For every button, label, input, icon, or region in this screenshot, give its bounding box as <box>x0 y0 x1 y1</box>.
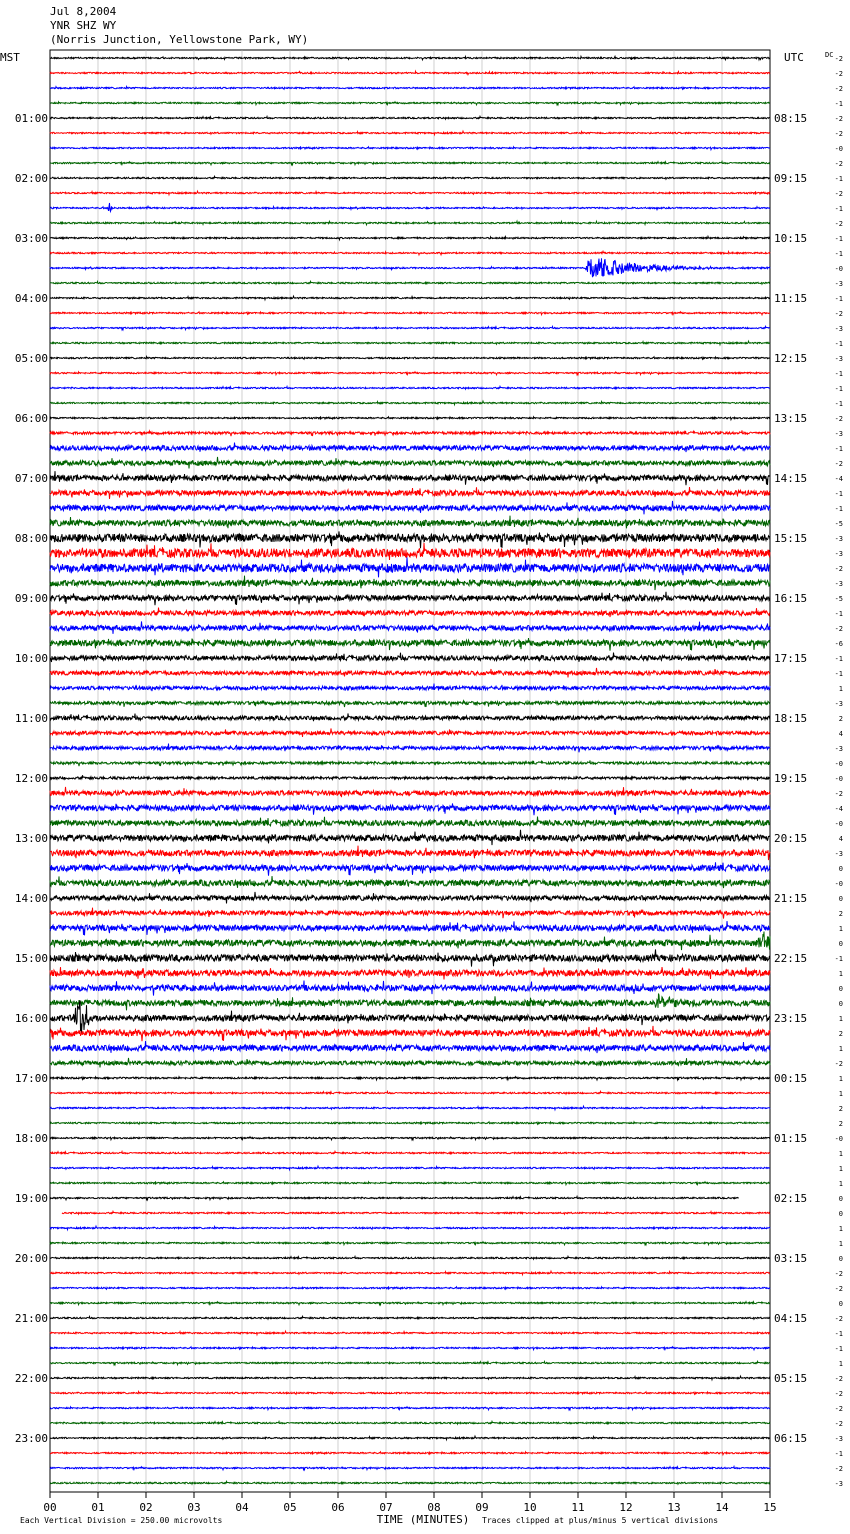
dc-offset-label: -2 <box>834 460 843 468</box>
dc-offset-label: -1 <box>834 610 843 618</box>
trace-line <box>50 1376 770 1379</box>
dc-offset-label: -2 <box>834 70 843 78</box>
dc-offset-label: -1 <box>834 1330 843 1338</box>
dc-offset-label: 1 <box>838 1150 843 1158</box>
dc-offset-label: -2 <box>834 1390 843 1398</box>
x-tick-label: 04 <box>235 1501 249 1514</box>
dc-offset-label: -4 <box>834 475 843 483</box>
dc-offset-label: 2 <box>838 1105 843 1113</box>
dc-offset-label: -3 <box>834 355 843 363</box>
dc-offset-label: 0 <box>838 940 843 948</box>
right-hour-label: 05:15 <box>774 1372 808 1385</box>
dc-offset-label: 0 <box>838 895 843 903</box>
dc-offset-label: 0 <box>838 1300 843 1308</box>
trace-line <box>50 1407 770 1410</box>
footer-clip-note: Traces clipped at plus/minus 5 vertical divisions <box>482 1516 719 1525</box>
trace-line <box>50 1106 770 1109</box>
dc-offset-label: 1 <box>838 970 843 978</box>
x-tick-label: 14 <box>715 1501 729 1514</box>
dc-offset-label: 0 <box>838 1255 843 1263</box>
dc-offset-label: -1 <box>834 655 843 663</box>
trace-line <box>50 457 770 469</box>
dc-offset-label: 1 <box>838 1225 843 1233</box>
dc-offset-label: -2 <box>834 55 843 63</box>
dc-offset-label: -2 <box>834 1270 843 1278</box>
dc-offset-label: -1 <box>834 250 843 258</box>
x-tick-label: 00 <box>43 1501 57 1514</box>
dc-label: DC <box>825 51 834 59</box>
trace-line <box>50 443 770 453</box>
trace-line <box>50 949 770 966</box>
footer-scale-note: Each Vertical Division = 250.00 microvolts <box>20 1516 223 1525</box>
trace-line <box>50 430 770 436</box>
trace-line <box>50 921 770 935</box>
left-hour-label: 07:00 <box>14 472 48 485</box>
dc-offset-label: 1 <box>838 1045 843 1053</box>
dc-offset-label: -2 <box>834 1060 843 1068</box>
trace-line <box>50 744 770 753</box>
trace-line <box>50 876 770 888</box>
trace-line <box>50 803 770 815</box>
dc-offset-label: -1 <box>834 385 843 393</box>
dc-offset-label: -2 <box>834 160 843 168</box>
trace-line <box>50 501 770 514</box>
dc-offset-label: 0 <box>838 1195 843 1203</box>
right-hour-label: 18:15 <box>774 712 808 725</box>
trace-line <box>50 760 770 766</box>
trace-line <box>50 1481 770 1484</box>
trace-line <box>50 1391 770 1394</box>
trace-line <box>50 1361 770 1364</box>
trace-line <box>50 372 770 375</box>
trace-line <box>50 592 770 605</box>
trace-line <box>50 1121 770 1124</box>
trace-line <box>50 994 770 1011</box>
right-hour-label: 19:15 <box>774 772 808 785</box>
right-hour-label: 16:15 <box>774 592 808 605</box>
right-hour-label: 13:15 <box>774 412 808 425</box>
dc-offset-label: -1 <box>834 370 843 378</box>
dc-offset-label: -0 <box>834 820 843 828</box>
trace-line <box>50 1000 770 1033</box>
dc-offset-label: 0 <box>838 1000 843 1008</box>
trace-line <box>50 608 770 618</box>
trace-line <box>50 1197 739 1200</box>
left-hour-label: 12:00 <box>14 772 48 785</box>
dc-offset-label: -3 <box>834 580 843 588</box>
left-hour-label: 21:00 <box>14 1312 48 1325</box>
trace-line <box>50 1041 770 1053</box>
trace-line <box>50 817 770 828</box>
trace-line <box>50 203 770 211</box>
left-hour-label: 09:00 <box>14 592 48 605</box>
dc-offset-label: 1 <box>838 1165 843 1173</box>
trace-line <box>50 1271 770 1274</box>
trace-line <box>50 176 770 179</box>
dc-offset-label: -3 <box>834 535 843 543</box>
dc-offset-label: -2 <box>834 790 843 798</box>
trace-line <box>50 932 770 951</box>
trace-line <box>50 236 770 239</box>
dc-offset-label: -3 <box>834 1480 843 1488</box>
dc-offset-label: -1 <box>834 1345 843 1353</box>
left-hour-label: 22:00 <box>14 1372 48 1385</box>
dc-offset-label: 1 <box>838 1360 843 1368</box>
dc-offset-label: 1 <box>838 1180 843 1188</box>
dc-offset-label: -0 <box>834 760 843 768</box>
right-hour-label: 03:15 <box>774 1252 808 1265</box>
dc-offset-label: 1 <box>838 1075 843 1083</box>
right-hour-label: 15:15 <box>774 532 808 545</box>
trace-line <box>62 1211 770 1214</box>
trace-line <box>50 251 770 255</box>
trace-line <box>50 221 770 225</box>
trace-line <box>50 162 770 165</box>
left-hour-label: 10:00 <box>14 652 48 665</box>
dc-offset-label: -1 <box>834 490 843 498</box>
dc-offset-label: 4 <box>838 835 843 843</box>
left-hour-label: 20:00 <box>14 1252 48 1265</box>
trace-line <box>50 311 770 315</box>
trace-line <box>50 1181 770 1184</box>
dc-offset-label: -2 <box>834 625 843 633</box>
dc-offset-label: 4 <box>838 730 843 738</box>
dc-offset-label: -0 <box>834 145 843 153</box>
trace-line <box>50 326 770 329</box>
x-tick-label: 07 <box>379 1501 393 1514</box>
x-tick-label: 02 <box>139 1501 153 1514</box>
x-axis-label: TIME (MINUTES) <box>376 1513 470 1526</box>
left-hour-label: 08:00 <box>14 532 48 545</box>
right-hour-label: 02:15 <box>774 1192 808 1205</box>
right-hour-label: 00:15 <box>774 1072 808 1085</box>
right-hour-label: 11:15 <box>774 292 808 305</box>
dc-offset-label: -3 <box>834 1435 843 1443</box>
trace-line <box>50 1026 770 1041</box>
trace-line <box>50 1286 770 1289</box>
left-axis-label: MST <box>0 51 20 64</box>
dc-offset-label: -1 <box>834 505 843 513</box>
trace-line <box>50 1137 770 1140</box>
left-hour-label: 15:00 <box>14 952 48 965</box>
dc-offset-label: -2 <box>834 1375 843 1383</box>
left-hour-label: 23:00 <box>14 1432 48 1445</box>
x-tick-label: 12 <box>619 1501 633 1514</box>
left-hour-label: 19:00 <box>14 1192 48 1205</box>
right-hour-label: 08:15 <box>774 112 808 125</box>
dc-offset-label: -1 <box>834 445 843 453</box>
left-hour-label: 14:00 <box>14 892 48 905</box>
left-hour-label: 03:00 <box>14 232 48 245</box>
trace-line <box>50 1058 770 1068</box>
dc-offset-label: -2 <box>834 220 843 228</box>
trace-line <box>50 728 770 737</box>
dc-offset-label: -2 <box>834 415 843 423</box>
trace-line <box>50 1256 770 1259</box>
dc-offset-label: -1 <box>834 1450 843 1458</box>
dc-offset-label: -3 <box>834 280 843 288</box>
dc-offset-label: -0 <box>834 775 843 783</box>
trace-line <box>50 516 770 529</box>
right-hour-label: 01:15 <box>774 1132 808 1145</box>
dc-offset-label: 1 <box>838 685 843 693</box>
trace-line <box>50 621 770 633</box>
dc-offset-label: -1 <box>834 400 843 408</box>
dc-offset-label: -1 <box>834 100 843 108</box>
trace-line <box>50 531 770 548</box>
trace-line <box>50 1166 770 1169</box>
dc-offset-label: -2 <box>834 130 843 138</box>
x-tick-label: 03 <box>187 1501 201 1514</box>
left-hour-label: 17:00 <box>14 1072 48 1085</box>
dc-offset-label: -2 <box>834 1315 843 1323</box>
right-hour-label: 20:15 <box>774 832 808 845</box>
trace-line <box>50 684 770 692</box>
left-hour-label: 18:00 <box>14 1132 48 1145</box>
dc-offset-label: -1 <box>834 955 843 963</box>
x-tick-label: 13 <box>667 1501 681 1514</box>
trace-line <box>50 908 770 919</box>
plot-frame <box>50 50 770 1492</box>
x-tick-label: 11 <box>571 1501 585 1514</box>
dc-offset-label: -1 <box>834 340 843 348</box>
trace-line <box>50 1242 770 1245</box>
header-location: (Norris Junction, Yellowstone Park, WY) <box>50 33 309 46</box>
dc-offset-label: -2 <box>834 1465 843 1473</box>
trace-line <box>50 668 770 678</box>
right-hour-label: 06:15 <box>774 1432 808 1445</box>
dc-offset-label: -5 <box>834 595 843 603</box>
trace-line <box>50 102 770 105</box>
dc-offset-label: -3 <box>834 700 843 708</box>
right-hour-label: 17:15 <box>774 652 808 665</box>
dc-offset-label: -1 <box>834 235 843 243</box>
dc-offset-label: -1 <box>834 205 843 213</box>
dc-offset-label: -2 <box>834 190 843 198</box>
trace-line <box>50 1302 770 1305</box>
trace-line <box>50 1091 770 1094</box>
trace-line <box>50 281 770 284</box>
dc-offset-label: -4 <box>834 805 843 813</box>
dc-offset-label: -1 <box>834 175 843 183</box>
dc-offset-label: 2 <box>838 1120 843 1128</box>
trace-line <box>50 71 770 74</box>
left-hour-label: 16:00 <box>14 1012 48 1025</box>
dc-offset-label: -2 <box>834 565 843 573</box>
dc-offset-label: -2 <box>834 1420 843 1428</box>
dc-offset-label: -3 <box>834 550 843 558</box>
dc-offset-label: 0 <box>838 1210 843 1218</box>
dc-offset-label: 0 <box>838 865 843 873</box>
dc-offset-label: -0 <box>834 880 843 888</box>
dc-offset-label: 2 <box>838 715 843 723</box>
x-tick-label: 05 <box>283 1501 297 1514</box>
dc-offset-label: 1 <box>838 1090 843 1098</box>
trace-line <box>50 56 770 59</box>
dc-offset-label: 1 <box>838 1240 843 1248</box>
trace-line <box>50 341 770 344</box>
dc-offset-label: -0 <box>834 265 843 273</box>
dc-offset-label: -0 <box>834 1135 843 1143</box>
trace-line <box>50 638 770 651</box>
trace-line <box>50 401 770 404</box>
right-hour-label: 21:15 <box>774 892 808 905</box>
x-tick-label: 09 <box>475 1501 489 1514</box>
dc-offset-label: -1 <box>834 670 843 678</box>
trace-line <box>50 1151 770 1154</box>
trace-line <box>50 1467 770 1470</box>
trace-line <box>50 775 770 781</box>
trace-line <box>50 131 770 134</box>
left-hour-label: 11:00 <box>14 712 48 725</box>
trace-line <box>50 862 770 875</box>
right-hour-label: 14:15 <box>774 472 808 485</box>
dc-offset-label: 2 <box>838 1030 843 1038</box>
trace-line <box>50 1346 770 1350</box>
trace-line <box>50 191 770 194</box>
right-hour-label: 23:15 <box>774 1012 808 1025</box>
trace-line <box>50 146 770 149</box>
header-date: Jul 8,2004 <box>50 5 117 18</box>
axis-labels <box>0 51 843 1526</box>
trace-line <box>50 1451 770 1454</box>
trace-line <box>50 1316 770 1319</box>
trace-line <box>50 1226 770 1229</box>
trace-lines <box>50 56 770 1484</box>
dc-offset-label: -3 <box>834 430 843 438</box>
dc-offset-label: -3 <box>834 325 843 333</box>
trace-line <box>50 356 770 359</box>
x-tick-label: 15 <box>763 1501 777 1514</box>
trace-line <box>50 1436 770 1439</box>
left-hour-label: 04:00 <box>14 292 48 305</box>
trace-line <box>50 846 770 860</box>
right-hour-label: 10:15 <box>774 232 808 245</box>
right-axis-label: UTC <box>784 51 804 64</box>
dc-offset-label: 0 <box>838 985 843 993</box>
x-tick-label: 01 <box>91 1501 105 1514</box>
left-hour-label: 13:00 <box>14 832 48 845</box>
trace-line <box>50 653 770 663</box>
dc-offset-label: -3 <box>834 745 843 753</box>
trace-line <box>50 967 770 979</box>
right-hour-label: 04:15 <box>774 1312 808 1325</box>
trace-line <box>50 86 770 89</box>
right-hour-label: 12:15 <box>774 352 808 365</box>
left-hour-label: 02:00 <box>14 172 48 185</box>
dc-offset-label: -3 <box>834 850 843 858</box>
dc-offset-label: 1 <box>838 925 843 933</box>
right-hour-label: 09:15 <box>774 172 808 185</box>
dc-offset-label: -6 <box>834 640 843 648</box>
dc-offset-label: -2 <box>834 85 843 93</box>
trace-line <box>50 713 770 721</box>
trace-line <box>50 1421 770 1424</box>
trace-line <box>50 471 770 485</box>
trace-line <box>50 1077 770 1080</box>
x-tick-label: 06 <box>331 1501 345 1514</box>
x-tick-label: 10 <box>523 1501 537 1514</box>
trace-line <box>50 892 770 904</box>
dc-offset-label: 1 <box>838 1015 843 1023</box>
dc-offset-label: -1 <box>834 295 843 303</box>
trace-line <box>50 1331 770 1334</box>
dc-offset-label: -5 <box>834 520 843 528</box>
right-hour-label: 22:15 <box>774 952 808 965</box>
dc-offset-label: -2 <box>834 1405 843 1413</box>
left-hour-label: 01:00 <box>14 112 48 125</box>
trace-line <box>50 416 770 419</box>
trace-line <box>50 543 770 560</box>
dc-offset-label: -2 <box>834 310 843 318</box>
header-station: YNR SHZ WY <box>50 19 117 32</box>
trace-line <box>50 981 770 996</box>
trace-line <box>50 830 770 845</box>
dc-offset-label: -2 <box>834 1285 843 1293</box>
trace-line <box>50 576 770 590</box>
dc-offset-label: 2 <box>838 910 843 918</box>
trace-line <box>50 787 770 797</box>
x-tick-label: 08 <box>427 1501 441 1514</box>
trace-line <box>50 116 770 119</box>
trace-line <box>50 557 770 577</box>
trace-line <box>50 700 770 707</box>
trace-line <box>50 258 770 277</box>
left-hour-label: 05:00 <box>14 352 48 365</box>
trace-line <box>50 487 770 499</box>
dc-offset-label: -2 <box>834 115 843 123</box>
trace-line <box>50 296 770 299</box>
trace-line <box>50 386 770 389</box>
left-hour-label: 06:00 <box>14 412 48 425</box>
